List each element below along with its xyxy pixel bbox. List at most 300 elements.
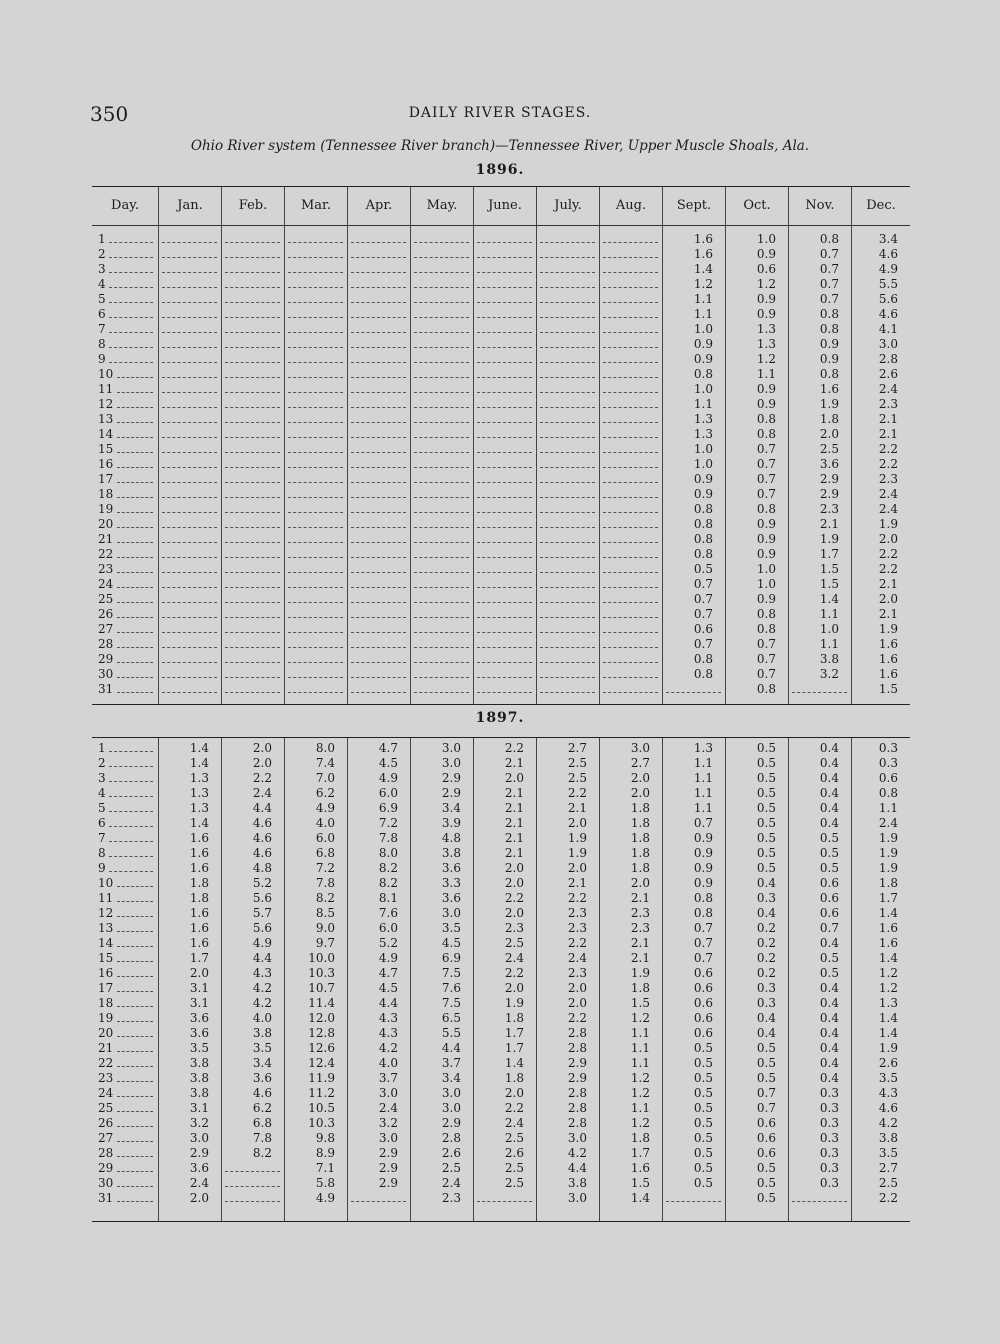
stage-value (347, 262, 410, 277)
blank-entry-dash (540, 458, 595, 468)
stage-value (599, 277, 662, 292)
blank-entry-dash (477, 608, 532, 618)
stage-value: 1.7 (189, 951, 209, 965)
stage-value: 3.6 (819, 457, 839, 471)
stage-value: 1.4 (693, 262, 713, 276)
leader-dots (117, 473, 153, 483)
table-row (92, 786, 910, 801)
stage-value (473, 232, 536, 247)
stage-value: 10.5 (308, 1101, 335, 1115)
day-label: 16 (92, 966, 158, 981)
blank-entry-dash (225, 683, 280, 693)
blank-entry-dash (603, 338, 658, 348)
blank-entry-dash (351, 593, 406, 603)
stage-value: 0.5 (693, 1101, 713, 1115)
blank-entry-dash (477, 233, 532, 243)
table-row (92, 322, 910, 337)
stage-value: 2.2 (878, 547, 898, 561)
leader-dots (109, 308, 152, 318)
stage-value: 8.2 (315, 891, 335, 905)
stage-value (221, 1161, 284, 1176)
stage-value: 3.0 (630, 741, 650, 755)
blank-entry-dash (477, 338, 532, 348)
stage-value: 2.1 (567, 876, 587, 890)
stage-value: 1.5 (878, 682, 898, 696)
blank-entry-dash (477, 518, 532, 528)
stage-value: 4.2 (878, 1116, 898, 1130)
stage-value: 0.9 (693, 861, 713, 875)
stage-value: 2.5 (567, 756, 587, 770)
stage-value (473, 322, 536, 337)
stage-value (347, 667, 410, 682)
stage-value: 3.0 (567, 1131, 587, 1145)
blank-entry-dash (666, 683, 721, 693)
stage-value (473, 307, 536, 322)
stage-value: 0.3 (756, 996, 776, 1010)
leader-dots (117, 383, 153, 393)
stage-value: 3.0 (567, 1191, 587, 1205)
stage-value: 2.0 (189, 966, 209, 980)
stage-value (410, 397, 473, 412)
stage-value: 2.2 (878, 562, 898, 576)
stage-value: 0.3 (878, 756, 898, 770)
table-bottom-rule (92, 704, 910, 705)
stage-value: 0.6 (693, 1011, 713, 1025)
day-label: 9 (92, 861, 158, 876)
stage-value (284, 352, 347, 367)
stage-value: 0.9 (693, 337, 713, 351)
blank-entry-dash (225, 593, 280, 603)
table-row (92, 277, 910, 292)
leader-dots (117, 967, 153, 977)
stage-value: 1.0 (693, 457, 713, 471)
blank-entry-dash (414, 548, 469, 558)
stage-value: 1.1 (693, 771, 713, 785)
stage-value (788, 1191, 851, 1206)
stage-value: 2.2 (504, 741, 524, 755)
blank-entry-dash (351, 503, 406, 513)
stage-value: 1.1 (693, 397, 713, 411)
stage-value (284, 412, 347, 427)
stage-value: 0.4 (819, 801, 839, 815)
stage-value (473, 277, 536, 292)
stage-value: 0.5 (819, 951, 839, 965)
blank-entry-dash (540, 578, 595, 588)
leader-dots (117, 1072, 153, 1082)
stage-value (284, 472, 347, 487)
stage-value (284, 262, 347, 277)
day-label: 30 (92, 1176, 158, 1191)
stage-value (536, 292, 599, 307)
stage-value: 2.8 (878, 352, 898, 366)
blank-entry-dash (414, 233, 469, 243)
stage-value: 7.5 (441, 966, 461, 980)
stage-value: 0.8 (693, 547, 713, 561)
stage-value (662, 1191, 725, 1206)
stage-value: 1.6 (819, 382, 839, 396)
stage-value: 3.4 (252, 1056, 272, 1070)
leader-dots (117, 1162, 153, 1172)
stage-value: 1.2 (630, 1086, 650, 1100)
stage-value (221, 1191, 284, 1206)
stage-value: 7.6 (378, 906, 398, 920)
stage-value (347, 397, 410, 412)
blank-entry-dash (351, 308, 406, 318)
stage-value (536, 427, 599, 442)
blank-entry-dash (162, 668, 217, 678)
stage-value (536, 337, 599, 352)
stage-value (599, 517, 662, 532)
stage-value: 0.7 (756, 637, 776, 651)
stage-value: 0.6 (693, 1026, 713, 1040)
table-row (92, 1011, 910, 1026)
stage-value: 2.2 (567, 891, 587, 905)
blank-entry-dash (477, 473, 532, 483)
leader-dots (117, 1087, 153, 1097)
stage-value: 2.3 (878, 472, 898, 486)
stage-value: 0.4 (819, 816, 839, 830)
blank-entry-dash (351, 668, 406, 678)
blank-entry-dash (414, 668, 469, 678)
leader-dots (117, 982, 153, 992)
stage-value: 1.7 (819, 547, 839, 561)
stage-value: 2.0 (504, 906, 524, 920)
day-label: 12 (92, 906, 158, 921)
stage-value: 0.2 (756, 921, 776, 935)
blank-entry-dash (351, 608, 406, 618)
blank-entry-dash (792, 683, 847, 693)
stage-value: 1.8 (878, 876, 898, 890)
blank-entry-dash (603, 398, 658, 408)
blank-entry-dash (414, 593, 469, 603)
blank-entry-dash (225, 578, 280, 588)
stage-value (536, 577, 599, 592)
blank-entry-dash (540, 383, 595, 393)
stage-value (599, 667, 662, 682)
blank-entry-dash (288, 503, 343, 513)
stage-value: 2.3 (504, 921, 524, 935)
blank-entry-dash (477, 1192, 532, 1202)
stage-value (347, 232, 410, 247)
table-row (92, 891, 910, 906)
stage-value (536, 652, 599, 667)
stage-value: 8.2 (378, 861, 398, 875)
stage-value (410, 232, 473, 247)
stage-value (284, 382, 347, 397)
stage-value: 3.6 (252, 1071, 272, 1085)
leader-dots (109, 817, 152, 827)
blank-entry-dash (225, 323, 280, 333)
blank-entry-dash (288, 533, 343, 543)
blank-entry-dash (603, 503, 658, 513)
stage-value (599, 622, 662, 637)
blank-entry-dash (603, 578, 658, 588)
blank-entry-dash (351, 293, 406, 303)
blank-entry-dash (225, 398, 280, 408)
blank-entry-dash (603, 683, 658, 693)
blank-entry-dash (414, 413, 469, 423)
stage-value: 0.9 (819, 337, 839, 351)
stage-value: 6.9 (378, 801, 398, 815)
blank-entry-dash (414, 578, 469, 588)
blank-entry-dash (162, 443, 217, 453)
stage-value: 3.6 (189, 1026, 209, 1040)
column-header: Aug. (599, 190, 662, 222)
stage-value: 2.8 (441, 1131, 461, 1145)
blank-entry-dash (162, 398, 217, 408)
blank-entry-dash (603, 623, 658, 633)
blank-entry-dash (540, 248, 595, 258)
blank-entry-dash (477, 593, 532, 603)
blank-entry-dash (603, 368, 658, 378)
stage-value (221, 412, 284, 427)
blank-entry-dash (162, 293, 217, 303)
stage-value: 10.3 (308, 1116, 335, 1130)
stage-value: 4.3 (252, 966, 272, 980)
stage-value: 2.1 (630, 891, 650, 905)
stage-value (284, 397, 347, 412)
stage-value: 0.9 (819, 352, 839, 366)
stage-value: 0.5 (693, 1056, 713, 1070)
blank-entry-dash (666, 1192, 721, 1202)
day-label: 26 (92, 1116, 158, 1131)
blank-entry-dash (162, 263, 217, 273)
stage-value: 2.0 (504, 861, 524, 875)
stage-value: 2.2 (504, 1101, 524, 1115)
stage-value (347, 637, 410, 652)
blank-entry-dash (477, 368, 532, 378)
stage-value (788, 682, 851, 697)
stage-value (158, 457, 221, 472)
stage-value (410, 247, 473, 262)
stage-value: 4.8 (252, 861, 272, 875)
leader-dots (117, 368, 153, 378)
stage-value: 1.2 (878, 966, 898, 980)
stage-value: 6.0 (378, 921, 398, 935)
stage-value: 1.0 (756, 232, 776, 246)
stage-value (284, 532, 347, 547)
stage-value: 2.8 (567, 1116, 587, 1130)
stage-value: 0.7 (693, 592, 713, 606)
table-row (92, 1176, 910, 1191)
day-label: 10 (92, 367, 158, 382)
stage-value: 2.1 (819, 517, 839, 531)
stage-value: 2.6 (878, 367, 898, 381)
stage-value: 0.6 (756, 1131, 776, 1145)
stage-value: 0.9 (756, 307, 776, 321)
stage-value (473, 577, 536, 592)
stage-value (284, 502, 347, 517)
day-label: 18 (92, 996, 158, 1011)
stage-value: 4.6 (252, 1086, 272, 1100)
stage-value: 0.8 (756, 502, 776, 516)
stage-value (473, 262, 536, 277)
stage-value: 0.4 (756, 1026, 776, 1040)
stage-value: 3.7 (441, 1056, 461, 1070)
blank-entry-dash (477, 653, 532, 663)
stage-value: 0.5 (756, 786, 776, 800)
stage-value: 2.0 (567, 816, 587, 830)
blank-entry-dash (351, 368, 406, 378)
stage-value: 1.6 (878, 667, 898, 681)
blank-entry-dash (288, 383, 343, 393)
blank-entry-dash (162, 413, 217, 423)
blank-entry-dash (477, 278, 532, 288)
stage-value (284, 487, 347, 502)
stage-value (473, 547, 536, 562)
stage-value: 3.0 (441, 1086, 461, 1100)
stage-value: 2.9 (378, 1161, 398, 1175)
stage-value: 2.5 (567, 771, 587, 785)
column-header: Sept. (662, 190, 725, 222)
blank-entry-dash (225, 278, 280, 288)
stage-value: 0.7 (693, 637, 713, 651)
stage-value: 4.9 (252, 936, 272, 950)
blank-entry-dash (540, 443, 595, 453)
stage-value: 0.5 (819, 966, 839, 980)
day-label: 4 (92, 786, 158, 801)
stage-value: 1.0 (693, 322, 713, 336)
blank-entry-dash (603, 443, 658, 453)
stage-value: 1.6 (878, 936, 898, 950)
stage-value: 1.6 (189, 831, 209, 845)
table-row (92, 607, 910, 622)
blank-entry-dash (603, 653, 658, 663)
blank-entry-dash (477, 428, 532, 438)
stage-value: 4.9 (315, 801, 335, 815)
stage-value (473, 607, 536, 622)
leader-dots (109, 742, 152, 752)
stage-value (347, 352, 410, 367)
stage-value (158, 247, 221, 262)
blank-entry-dash (225, 263, 280, 273)
stage-value (284, 292, 347, 307)
stage-value: 0.6 (693, 622, 713, 636)
stage-value: 2.1 (878, 607, 898, 621)
blank-entry-dash (540, 293, 595, 303)
stage-value: 4.3 (878, 1086, 898, 1100)
blank-entry-dash (477, 668, 532, 678)
leader-dots (109, 802, 152, 812)
leader-dots (117, 937, 153, 947)
stage-value: 0.3 (756, 891, 776, 905)
table-row (92, 592, 910, 607)
stage-value (347, 322, 410, 337)
blank-entry-dash (414, 323, 469, 333)
stage-value: 4.2 (252, 996, 272, 1010)
stage-value: 0.6 (819, 891, 839, 905)
leader-dots (117, 1042, 153, 1052)
stage-value: 0.4 (819, 981, 839, 995)
stage-value (347, 682, 410, 697)
blank-entry-dash (603, 518, 658, 528)
stage-value: 0.7 (756, 457, 776, 471)
blank-entry-dash (477, 383, 532, 393)
stage-value: 0.5 (819, 861, 839, 875)
blank-entry-dash (351, 278, 406, 288)
stage-value: 0.5 (693, 562, 713, 576)
table-row (92, 1131, 910, 1146)
blank-entry-dash (162, 278, 217, 288)
leader-dots (109, 862, 152, 872)
stage-value (410, 562, 473, 577)
blank-entry-dash (477, 578, 532, 588)
blank-entry-dash (540, 563, 595, 573)
stage-value: 2.4 (252, 786, 272, 800)
blank-entry-dash (540, 368, 595, 378)
stage-value: 1.7 (504, 1026, 524, 1040)
stage-value: 1.4 (189, 816, 209, 830)
stage-value (284, 337, 347, 352)
stage-value: 4.0 (378, 1056, 398, 1070)
stage-value: 1.8 (630, 846, 650, 860)
stage-value (158, 412, 221, 427)
table-row (92, 1161, 910, 1176)
table-row (92, 1041, 910, 1056)
stage-value (410, 517, 473, 532)
stage-value: 0.4 (819, 996, 839, 1010)
blank-entry-dash (603, 593, 658, 603)
blank-entry-dash (477, 458, 532, 468)
stage-value: 1.3 (693, 741, 713, 755)
stage-value: 0.7 (756, 1086, 776, 1100)
stage-value: 10.7 (308, 981, 335, 995)
data-table-1896 (92, 186, 910, 704)
stage-value: 1.4 (878, 951, 898, 965)
running-head: DAILY RIVER STAGES. (408, 105, 592, 121)
stage-value: 2.7 (630, 756, 650, 770)
stage-value (221, 232, 284, 247)
leader-dots (117, 593, 153, 603)
blank-entry-dash (162, 308, 217, 318)
stage-value: 1.1 (630, 1041, 650, 1055)
table-row (92, 682, 910, 697)
stage-value (158, 337, 221, 352)
stage-value (347, 517, 410, 532)
stage-value (536, 262, 599, 277)
stage-value: 0.5 (693, 1086, 713, 1100)
blank-entry-dash (162, 383, 217, 393)
stage-value: 4.4 (567, 1161, 587, 1175)
stage-value (221, 487, 284, 502)
stage-value (221, 322, 284, 337)
stage-value: 2.0 (630, 786, 650, 800)
blank-entry-dash (288, 563, 343, 573)
day-label: 21 (92, 532, 158, 547)
stage-value: 0.7 (819, 262, 839, 276)
stage-value (158, 682, 221, 697)
stage-value: 0.7 (756, 652, 776, 666)
stage-value: 2.3 (567, 966, 587, 980)
blank-entry-dash (162, 248, 217, 258)
stage-value (473, 667, 536, 682)
stage-value (347, 307, 410, 322)
stage-value (221, 1176, 284, 1191)
day-label: 17 (92, 981, 158, 996)
blank-entry-dash (288, 473, 343, 483)
stage-value (284, 427, 347, 442)
stage-value: 1.1 (693, 292, 713, 306)
stage-value: 7.6 (441, 981, 461, 995)
stage-value (473, 592, 536, 607)
day-label: 31 (92, 682, 158, 697)
stage-value (410, 652, 473, 667)
stage-value (221, 532, 284, 547)
stage-value: 2.2 (504, 891, 524, 905)
leader-dots (109, 233, 152, 243)
blank-entry-dash (414, 398, 469, 408)
blank-entry-dash (225, 428, 280, 438)
